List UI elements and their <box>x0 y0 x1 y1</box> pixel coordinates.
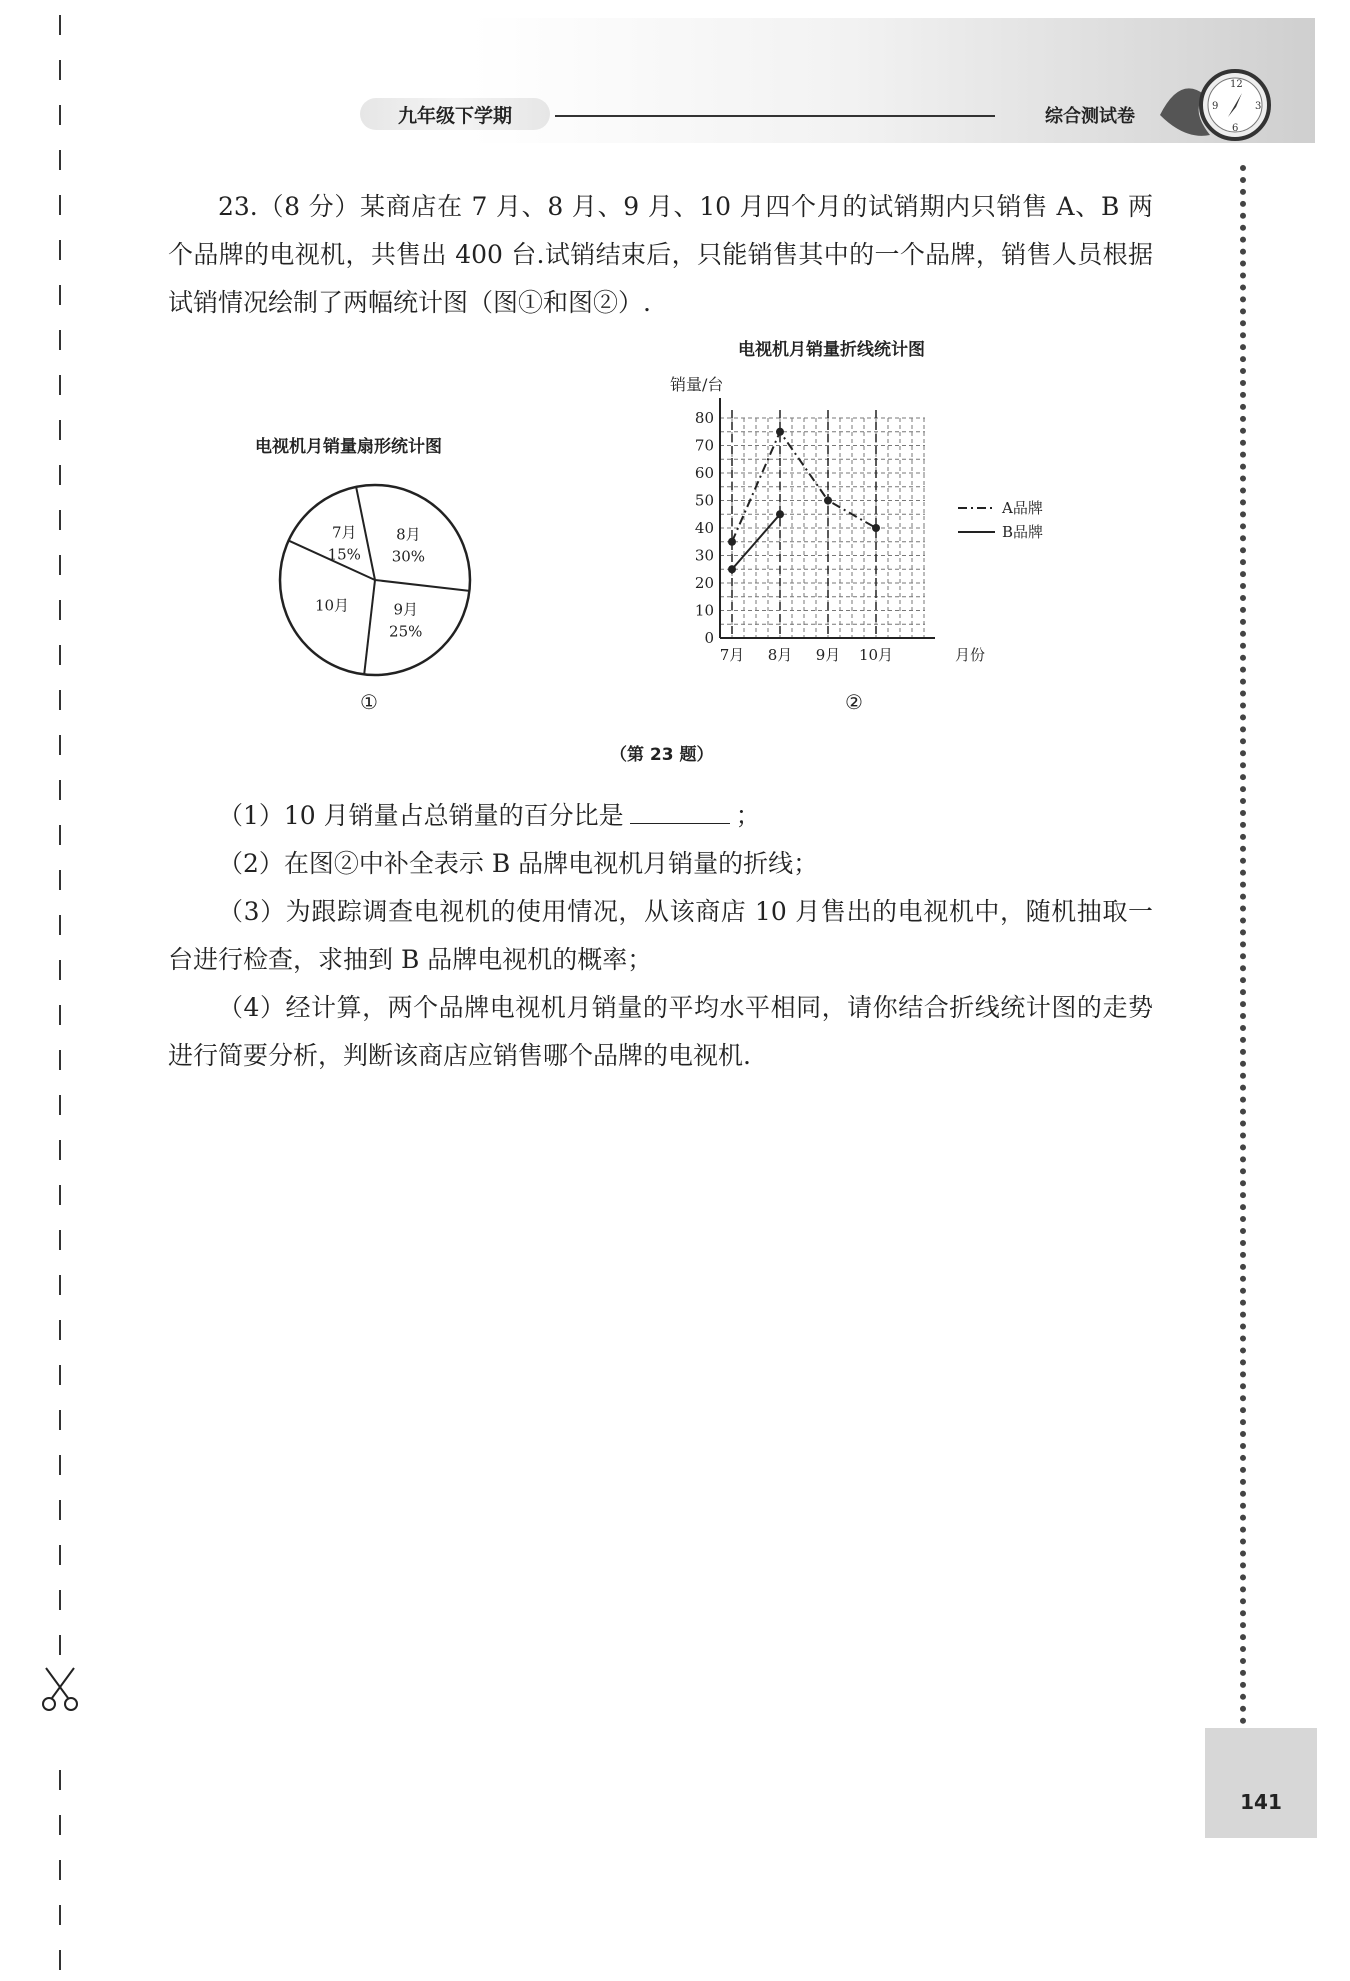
grade-label: 九年级下学期 <box>360 98 550 130</box>
x-tick-label: 8月 <box>767 646 793 664</box>
y-tick-label: 20 <box>694 574 714 592</box>
pie-slice-value: 15% <box>327 545 361 564</box>
legend-label: B品牌 <box>1002 523 1044 541</box>
y-tick-label: 70 <box>694 436 714 455</box>
page-number-box <box>1205 1728 1317 1838</box>
pie-slice-value: 30% <box>391 547 426 566</box>
header-rule <box>555 115 995 117</box>
scissors-icon <box>43 1668 77 1710</box>
data-point <box>776 510 784 518</box>
sub-question-1-end: ； <box>735 801 761 830</box>
question-intro: 23.（8 分）某商店在 7 月、8 月、9 月、10 月四个月的试销期内只销售 A、B 两个品牌的电视机，共售出 400 台.试销结束后，只能销售其中的一个品牌，销售人员根据试销情况绘制了两幅统计图（图①和图②）. <box>168 192 1153 317</box>
sub-question-1-text: （1）10 月销量占总销量的百分比是 <box>218 801 624 830</box>
dotted-border <box>1240 165 1246 1725</box>
figure-1-number: ① <box>360 690 378 714</box>
legend-label: A品牌 <box>1002 499 1043 517</box>
pie-chart-title: 电视机月销量扇形统计图 <box>255 437 442 457</box>
y-tick-label: 40 <box>694 519 714 537</box>
page-number: 141 <box>1240 1790 1282 1814</box>
x-tick-label: 10月 <box>858 646 894 664</box>
pie-slice-value: 25% <box>389 622 423 641</box>
compass-runner-icon <box>1150 55 1280 155</box>
pie-slice-label: 8月 <box>396 525 421 544</box>
y-tick-label: 30 <box>694 546 714 565</box>
cut-line <box>40 0 80 1981</box>
sub-question-2: （2）在图②中补全表示 B 品牌电视机月销量的折线； <box>218 849 819 878</box>
section-label: 综合测试卷 <box>1045 106 1135 127</box>
line-chart <box>640 370 1080 680</box>
data-point <box>872 524 880 532</box>
pie-slice-label: 10月 <box>314 596 350 615</box>
figure-caption: （第 23 题） <box>610 745 714 765</box>
data-point <box>776 428 784 436</box>
y-tick-label: 80 <box>694 409 714 427</box>
x-tick-label: 7月 <box>719 646 745 664</box>
sub-question-4: （4）经计算，两个品牌电视机月销量的平均水平相同，请你结合折线统计图的走势进行简要分析，判断该商店应销售哪个品牌的电视机. <box>168 993 1153 1070</box>
sub-question-1 <box>168 792 1153 840</box>
pie-slice-label: 9月 <box>393 600 418 619</box>
svg-text:9: 9 <box>1212 101 1219 112</box>
svg-text:6: 6 <box>1232 123 1239 134</box>
y-tick-label: 10 <box>694 601 714 620</box>
x-axis-label: 月份 <box>954 646 986 664</box>
pie-chart <box>265 470 485 690</box>
y-tick-label: 60 <box>694 464 714 482</box>
data-point <box>728 538 736 546</box>
y-tick-label: 50 <box>694 491 714 510</box>
data-point <box>728 565 736 573</box>
pie-slice-label: 7月 <box>332 523 357 542</box>
figure-2-number: ② <box>845 690 863 714</box>
x-tick-label: 9月 <box>815 646 841 664</box>
y-axis-label: 销量/台 <box>670 375 724 394</box>
svg-text:3: 3 <box>1255 101 1262 112</box>
data-point <box>824 497 832 505</box>
answer-blank[interactable] <box>630 801 730 824</box>
svg-text:12: 12 <box>1230 79 1243 90</box>
y-tick-label: 0 <box>704 629 714 647</box>
line-chart-title: 电视机月销量折线统计图 <box>738 340 925 360</box>
sub-question-3: （3）为跟踪调查电视机的使用情况，从该商店 10 月售出的电视机中，随机抽取一台进行检查，求抽到 B 品牌电视机的概率； <box>168 897 1153 974</box>
